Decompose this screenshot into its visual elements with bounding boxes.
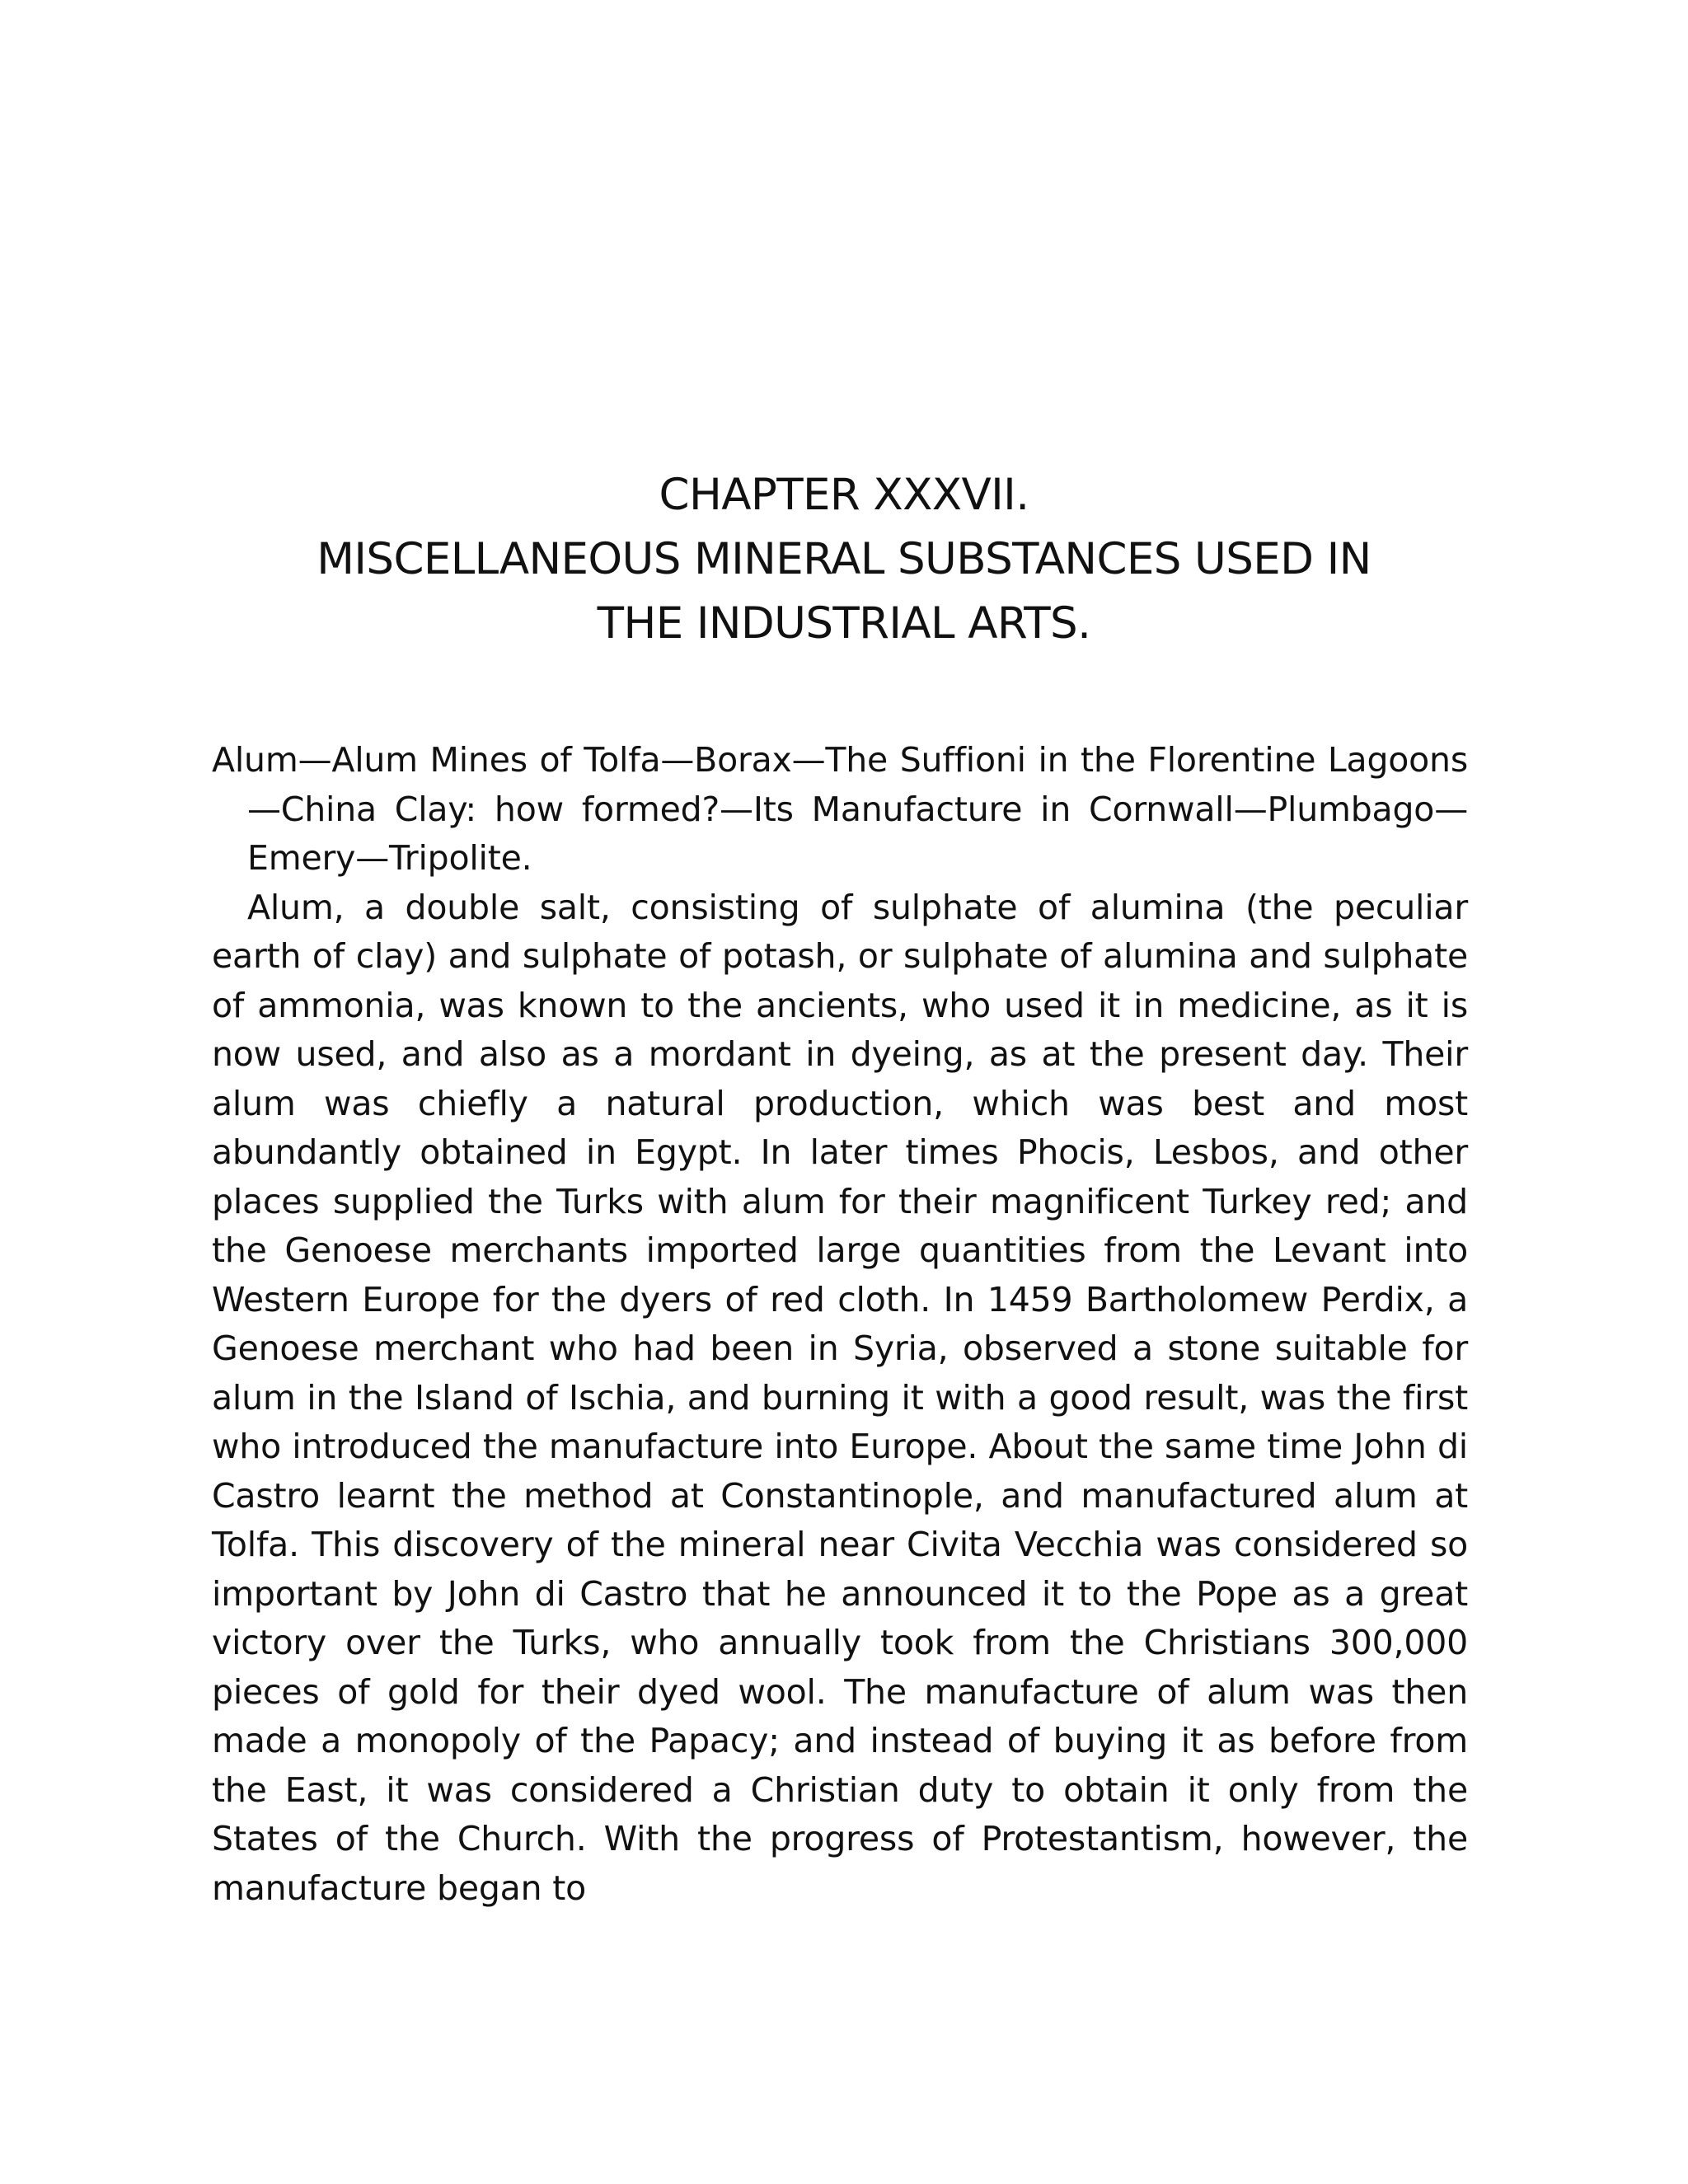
chapter-title-line-2: THE INDUSTRIAL ARTS. xyxy=(597,598,1091,649)
chapter-number: CHAPTER XXXVII. xyxy=(659,470,1029,520)
chapter-title-line-1: MISCELLANEOUS MINERAL SUBSTANCES USED IN xyxy=(316,534,1372,584)
chapter-heading xyxy=(0,463,1688,656)
chapter-summary: Alum—Alum Mines of Tolfa—Borax—The Suffioni in the Florentine Lagoons—China Clay: how formed?—Its Manufacture in Cornwall—Plumbago—Emery—Tripolite. xyxy=(212,740,1468,878)
chapter-body xyxy=(212,736,1468,1913)
body-paragraph: Alum, a double salt, consisting of sulphate of alumina (the peculiar earth of clay) and sulphate of potash, or sulphate of alumina and sulphate of ammonia, was known to the ancients, who used it in medicine, as it is now used, and also as a mordant in dyeing, as at the present day. Their alum was chiefly a natural production, which was best and most abundantly obtained in Egypt. In later times Phocis, Lesbos, and other places supplied the Turks with alum for their magnificent Turkey red; and the Genoese merchants imported large quantities from the Levant into Western Europe for the dyers of red cloth. In 1459 Bartholomew Perdix, a Genoese merchant who had been in Syria, observed a stone suitable for alum in the Island of Ischia, and burning it with a good result, was the first who introduced the manufacture into Europe. About the same time John di Castro learnt the method at Constantinople, and manufactured alum at Tolfa. This discovery of the mineral near Civita Vecchia was considered so important by John di Castro that he announced it to the Pope as a great victory over the Turks, who annually took from the Christians 300,000 pieces of gold for their dyed wool. The manufacture of alum was then made a monopoly of the Papacy; and instead of buying it as before from the East, it was considered a Christian duty to obtain it only from the States of the Church. With the progress of Protestantism, however, the manufacture began to xyxy=(212,887,1468,1908)
